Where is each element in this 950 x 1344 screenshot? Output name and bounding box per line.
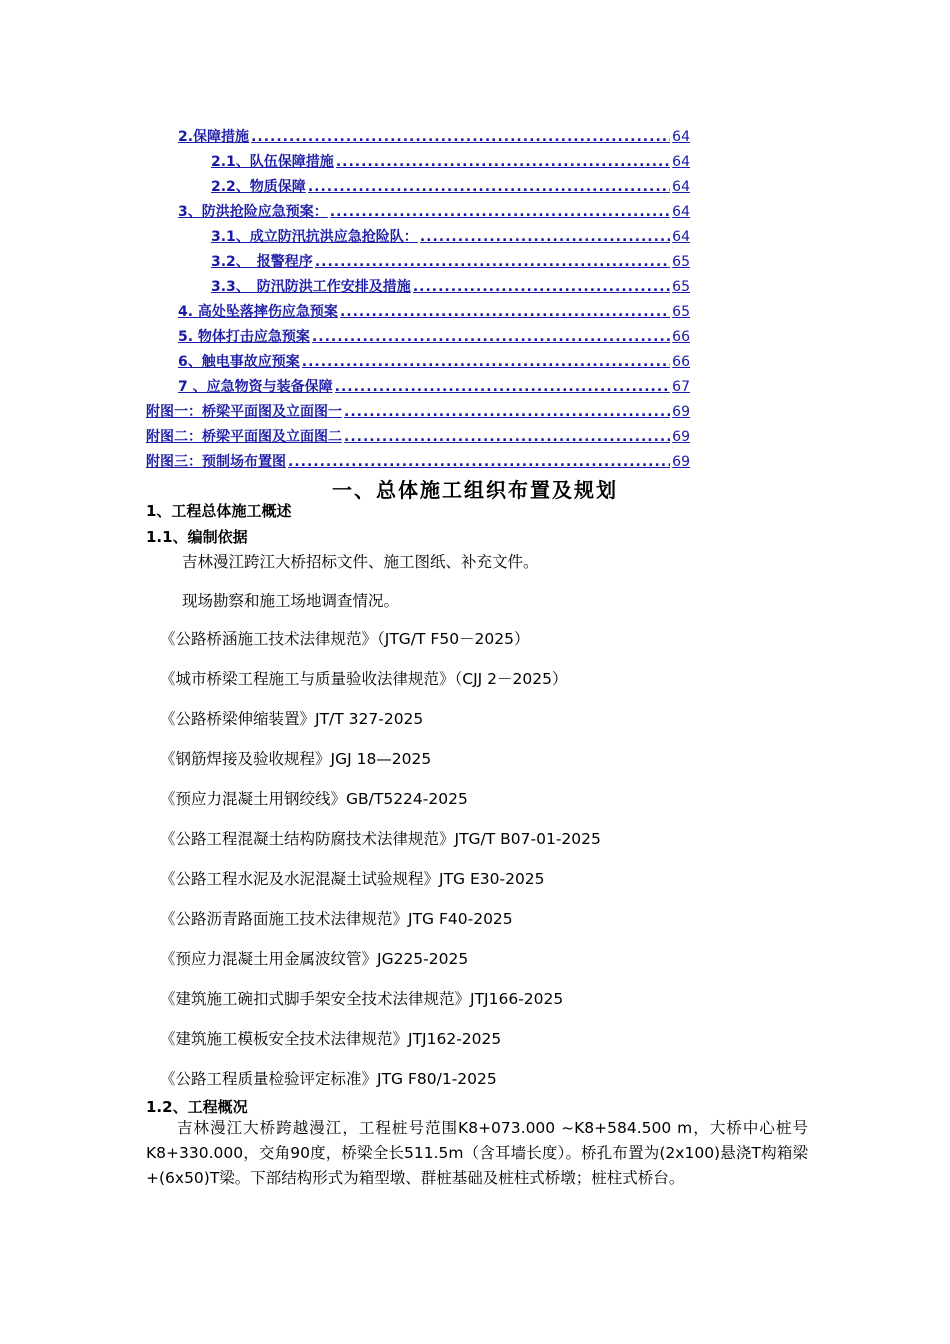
toc-leader [251,129,670,145]
toc-entry-2[interactable] [178,126,690,148]
reference-item: 《建筑施工模板安全技术法律规范》JTJ162-2025 [160,1030,502,1048]
section-heading-1: 1、工程总体施工概述 [146,502,292,520]
toc-entry-text: 4. 高处坠落摔伤应急预案 [178,304,338,320]
toc-entry-text: 6、触电事故应预案 [178,354,300,370]
toc-page-number: 66 [672,354,690,370]
toc-entry-text: 5. 物体打击应急预案 [178,329,310,345]
toc-page-number: 65 [672,279,690,295]
basis-line: 吉林漫江跨江大桥招标文件、施工图纸、补充文件。 [182,553,539,571]
toc-leader [344,404,670,420]
toc-page-number: 66 [672,329,690,345]
reference-item: 《城市桥梁工程施工与质量验收法律规范》（CJJ 2－2025） [160,670,568,688]
reference-item: 《公路桥涵施工技术法律规范》（JTG/T F50－2025） [160,630,530,648]
toc-page-number: 64 [672,129,690,145]
toc-page-number: 64 [672,229,690,245]
toc-page-number: 69 [672,404,690,420]
toc-entry-text: 3.1、成立防汛抗洪应急抢险队： [211,229,418,245]
toc-page-number: 69 [672,454,690,470]
reference-item: 《钢筋焊接及验收规程》JGJ 18—2025 [160,750,432,768]
toc-leader [420,229,670,245]
section-heading-1-2: 1.2、工程概况 [146,1098,248,1116]
toc-leader [413,279,670,295]
reference-item: 《公路工程混凝土结构防腐技术法律规范》JTG/T B07-01-2025 [160,830,601,848]
toc-page-number: 65 [672,254,690,270]
toc-leader [312,329,670,345]
reference-item: 《公路工程质量检验评定标准》JTG F80/1-2025 [160,1070,497,1088]
reference-item: 《公路桥梁伸缩装置》JT/T 327-2025 [160,710,424,728]
toc-entry-2-2[interactable] [211,176,690,198]
toc-entry-text: 附图二：桥梁平面图及立面图二 [146,429,342,445]
toc-entry-5[interactable] [178,326,690,348]
basis-line: 现场勘察和施工场地调查情况。 [182,592,400,610]
toc-entry-text: 附图一：桥梁平面图及立面图一 [146,404,342,420]
toc-entry-3-2[interactable] [211,251,690,273]
toc-entry-appendix-3[interactable] [146,451,690,473]
toc-leader [315,254,670,270]
reference-item: 《建筑施工碗扣式脚手架安全技术法律规范》JTJ166-2025 [160,990,564,1008]
toc-entry-3-1[interactable] [211,226,690,248]
toc-entry-text: 附图三：预制场布置图 [146,454,286,470]
toc-page-number: 64 [672,154,690,170]
toc-leader [340,304,670,320]
toc-leader [335,379,671,395]
toc-entry-appendix-1[interactable] [146,401,690,423]
toc-entry-text: 2.2、物质保障 [211,179,306,195]
toc-page-number: 69 [672,429,690,445]
reference-item: 《公路沥青路面施工技术法律规范》JTG F40-2025 [160,910,513,928]
toc-leader [336,154,670,170]
toc-leader [302,354,670,370]
reference-item: 《预应力混凝土用钢绞线》GB/T5224-2025 [160,790,468,808]
reference-item: 《预应力混凝土用金属波纹管》JG225-2025 [160,950,469,968]
toc-entry-2-1[interactable] [211,151,690,173]
toc-page-number: 64 [672,204,690,220]
project-overview-paragraph: 吉林漫江大桥跨越漫江，工程桩号范围K8+073.000 ~K8+584.500 m，大桥中心桩号K8+330.000，交角90度，桥梁全长511.5m（含耳墙长度）。桥孔布置为(2x100)悬浇T构箱梁+(6x50)T梁。下部结构形式为箱型墩、群桩基础及桩柱式桥墩；桩柱式桥台。 [146,1119,808,1187]
toc-page-number: 67 [672,379,690,395]
toc-entry-4[interactable] [178,301,690,323]
toc-entry-text: 7 、应急物资与装备保障 [178,379,333,395]
toc-leader [344,429,670,445]
toc-entry-text: 3.3、 防汛防洪工作安排及措施 [211,279,411,295]
toc-entry-text: 2.1、队伍保障措施 [211,154,334,170]
toc-entry-3[interactable] [178,201,690,223]
toc-entry-text: 2.保障措施 [178,129,250,145]
toc-page-number: 64 [672,179,690,195]
toc-leader [308,179,670,195]
section-heading-1-1: 1.1、编制依据 [146,528,248,546]
toc-entry-6[interactable] [178,351,690,373]
toc-leader [288,454,670,470]
toc-entry-3-3[interactable] [211,276,690,298]
toc-entry-text: 3.2、 报警程序 [211,254,313,270]
toc-page-number: 65 [672,304,690,320]
reference-item: 《公路工程水泥及水泥混凝土试验规程》JTG E30-2025 [160,870,545,888]
toc-entry-7[interactable] [178,376,690,398]
section-heading-main: 一、总体施工组织布置及规划 [332,478,618,502]
toc-entry-text: 3、防洪抢险应急预案： [178,204,328,220]
toc-entry-appendix-2[interactable] [146,426,690,448]
toc-leader [330,204,670,220]
